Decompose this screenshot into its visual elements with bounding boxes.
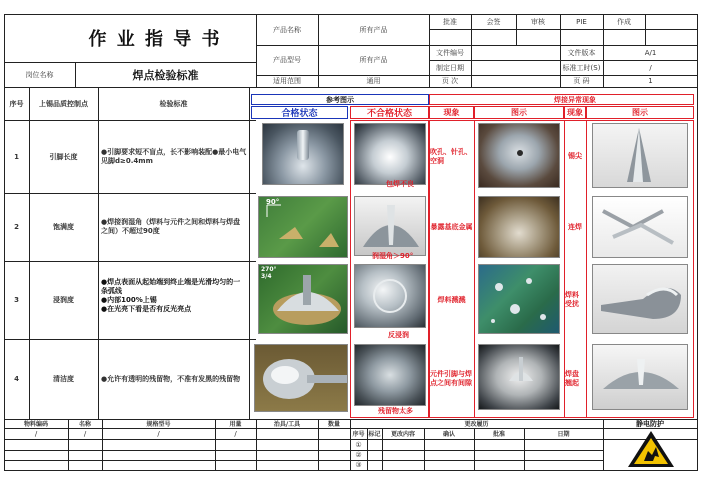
footer-usage: 用量 <box>229 421 242 428</box>
ref-title: 参考图示 <box>326 95 354 104</box>
row2-phenomenon1: 暴露基底金属 <box>430 222 473 231</box>
row4-seq: 4 <box>14 375 19 383</box>
row3-ok-label: 270° 3/4 <box>261 266 277 280</box>
scope-label: 适用范围 <box>273 77 301 85</box>
row2-ng-label: 润湿角＞90° <box>372 252 414 260</box>
footer-circle-1: ① <box>355 440 362 449</box>
row4-phenomenon2: 焊盘翘起 <box>565 370 579 387</box>
row1-point: 引脚长度 <box>49 152 78 161</box>
row3-point: 浸润度 <box>53 296 74 304</box>
row4-point: 清洁度 <box>53 375 74 383</box>
code-value: 1 <box>648 77 653 85</box>
row3-ng-label: 反浸润 <box>388 331 409 339</box>
footer-esd: 静电防护 <box>636 419 664 428</box>
abnormal-title: 焊接异常现象 <box>554 95 596 104</box>
row3-abnormal-photo1 <box>478 264 560 334</box>
product-model-value: 所有产品 <box>359 56 388 64</box>
approve-label: 批准 <box>443 17 457 26</box>
row3-phenomenon2: 焊料受扰 <box>565 291 579 308</box>
row4-ng-photo <box>354 344 426 406</box>
footer-mark: 标记 <box>368 431 381 438</box>
row3-standard-line2: ●内部100%上锡 <box>101 296 157 304</box>
author-label: 作成 <box>617 17 631 26</box>
row2-abnormal-photo2 <box>592 196 688 258</box>
footer-circle-3: ③ <box>355 461 362 469</box>
review-label: 审核 <box>531 17 545 26</box>
col-phenomenon-1: 现象 <box>443 108 460 117</box>
row1-standard: ●引脚要求短不盲点，长不影响装配●最小电气见脚d≥0.4mm <box>101 147 247 165</box>
footer-change-history: 更改履历 <box>464 421 489 428</box>
footer-slash-3: / <box>157 429 160 438</box>
row2-phenomenon2: 连焊 <box>568 222 582 231</box>
row1-ng-photo <box>354 123 426 185</box>
col-phenomenon-2: 现象 <box>567 108 583 117</box>
doc-version-value: A/1 <box>644 48 657 57</box>
row3-standard-line1: ●焊点表面从起始端到终止端是光滑均匀的一条弧线 <box>101 278 241 295</box>
col-point: 上锡品质控制点 <box>39 99 88 108</box>
row4-ng-label: 残留物太多 <box>378 407 413 415</box>
row1-phenomenon2: 锡尖 <box>568 152 582 160</box>
col-standard: 检验标准 <box>159 99 188 108</box>
row2-ng-photo <box>354 196 426 256</box>
footer-seq: 序号 <box>352 431 365 438</box>
pie-label: PIE <box>576 17 587 26</box>
std-time-value: / <box>649 63 652 72</box>
ng-title: 不合格状态 <box>366 109 412 119</box>
countersign-label: 会签 <box>486 17 501 26</box>
doc-title: 作 业 指 导 书 <box>88 29 222 50</box>
row1-ok-photo <box>262 123 344 185</box>
footer-slash-2: / <box>83 429 87 438</box>
row3-ng-photo <box>354 264 426 328</box>
footer-confirm: 确认 <box>442 431 455 438</box>
row3-standard-line3: ●在光亮下看是否有反光亮点 <box>101 305 192 313</box>
row2-standard: ●焊接润湿角（焊料与元件之间和焊料与焊盘之间）不超过90度 <box>101 218 241 235</box>
row2-ok-label: 90° <box>266 198 280 206</box>
position-label: 岗位名称 <box>25 70 54 79</box>
footer-approve: 批准 <box>492 431 505 438</box>
row2-point: 饱满度 <box>53 223 74 231</box>
product-name-label: 产品名称 <box>273 25 301 34</box>
std-time-label: 标准工时(S) <box>562 63 601 72</box>
row1-ng-label: 包焊不良 <box>386 180 414 188</box>
product-model-label: 产品型号 <box>273 56 301 64</box>
page-label: 页 次 <box>441 77 459 85</box>
footer-name: 名称 <box>78 421 91 428</box>
row1-abnormal-photo1 <box>478 123 560 188</box>
ok-title: 合格状态 <box>281 109 318 119</box>
footer-fixture: 治具/工具 <box>273 421 301 428</box>
row1-phenomenon1: 吹孔、针孔、空洞 <box>430 147 472 165</box>
footer-circle-2: ② <box>355 451 362 459</box>
row4-phenomenon1: 元件引脚与焊点之间有间隙 <box>430 370 472 387</box>
col-seq: 序号 <box>9 99 24 108</box>
footer-date: 日期 <box>557 431 570 438</box>
footer-spec: 规格型号 <box>146 421 171 428</box>
footer-material-code: 物料编码 <box>23 421 48 428</box>
row1-seq: 1 <box>14 152 19 161</box>
row4-standard: ●允许有透明的残留物，不准有发黑的残留物 <box>101 374 241 383</box>
doc-version-label: 文件版本 <box>567 48 596 57</box>
row4-abnormal-photo2 <box>592 344 688 410</box>
row3-phenomenon1: 焊料溅溅 <box>437 295 466 304</box>
row4-ok-photo <box>254 344 348 412</box>
footer-change-content: 更改内容 <box>390 431 415 438</box>
row3-standard <box>101 278 247 314</box>
doc-no-label: 文件编号 <box>436 48 464 57</box>
col-image-1: 图示 <box>511 108 527 117</box>
esd-warning-icon <box>626 429 676 469</box>
footer-slash-4: / <box>234 429 237 438</box>
row4-abnormal-photo1 <box>478 344 560 410</box>
scope-value: 通用 <box>366 77 381 85</box>
row3-seq: 3 <box>14 296 19 304</box>
footer-qty: 数量 <box>327 421 340 428</box>
product-name-value: 所有产品 <box>359 25 388 34</box>
row1-abnormal-photo2 <box>592 123 688 188</box>
col-image-2: 图示 <box>632 108 648 117</box>
row2-seq: 2 <box>14 223 19 231</box>
code-label: 页 码 <box>573 77 590 85</box>
position-value: 焊点检验标准 <box>132 68 199 82</box>
date-label: 制定日期 <box>436 63 464 72</box>
row3-abnormal-photo2 <box>592 264 688 334</box>
row2-abnormal-photo1 <box>478 196 560 258</box>
footer-slash-1: / <box>34 429 38 438</box>
